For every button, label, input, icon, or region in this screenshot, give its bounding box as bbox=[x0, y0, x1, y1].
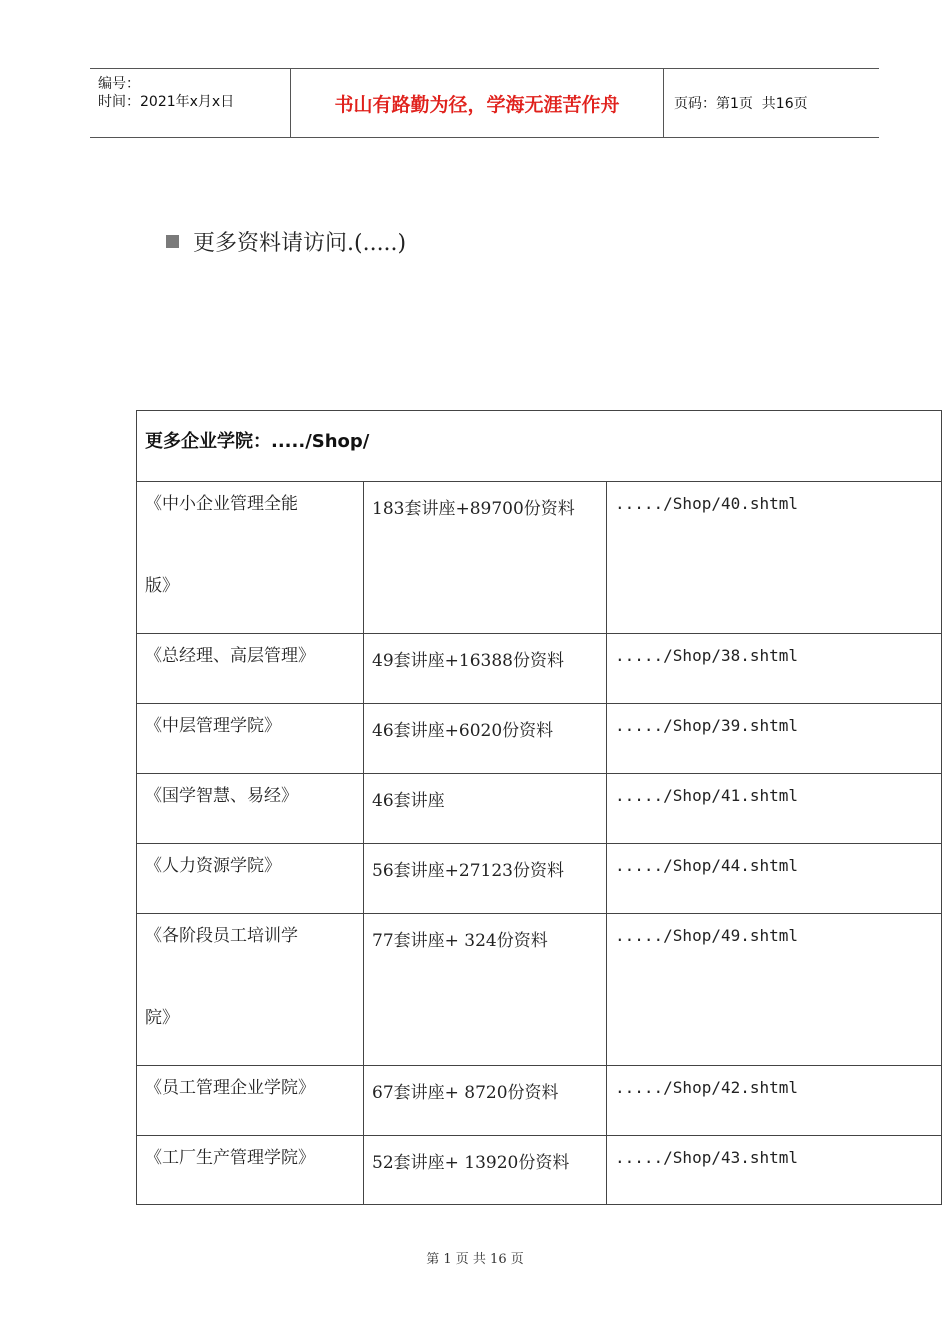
visit-text: 更多资料请访问.(.....) bbox=[193, 231, 407, 256]
row-title-cell bbox=[137, 482, 363, 634]
row-title-cell bbox=[137, 1136, 363, 1205]
row-desc: 77套讲座+ 324份资料 bbox=[363, 914, 606, 1066]
row-title-cont: 院》 bbox=[145, 1008, 179, 1029]
table-row bbox=[137, 633, 941, 704]
row-url[interactable]: ...../Shop/44.shtml bbox=[606, 844, 941, 914]
header-meta-cell bbox=[90, 69, 291, 137]
row-title: 《各阶段员工培训学 bbox=[145, 926, 298, 946]
table-row bbox=[137, 1065, 941, 1136]
row-title: 《总经理、高层管理》 bbox=[145, 646, 315, 666]
row-title-cell bbox=[137, 1066, 363, 1136]
row-url[interactable]: ...../Shop/39.shtml bbox=[606, 704, 941, 774]
course-table bbox=[136, 410, 942, 1205]
row-desc: 52套讲座+ 13920份资料 bbox=[363, 1136, 606, 1205]
number-label: 编号： bbox=[98, 76, 140, 92]
row-desc: 183套讲座+89700份资料 bbox=[363, 482, 606, 634]
document-header bbox=[90, 68, 879, 138]
row-url[interactable]: ...../Shop/40.shtml bbox=[606, 482, 941, 634]
table-row bbox=[137, 843, 941, 914]
visit-line bbox=[166, 226, 406, 257]
row-desc: 46套讲座 bbox=[363, 774, 606, 844]
table-row bbox=[137, 773, 941, 844]
page-label: 页码：第1页 共16页 bbox=[674, 96, 808, 112]
row-desc: 67套讲座+ 8720份资料 bbox=[363, 1066, 606, 1136]
row-title-cell bbox=[137, 634, 363, 704]
row-title: 《中层管理学院》 bbox=[145, 716, 281, 736]
row-desc: 56套讲座+27123份资料 bbox=[363, 844, 606, 914]
table-heading: 更多企业学院：...../Shop/ bbox=[145, 431, 370, 452]
row-title: 《工厂生产管理学院》 bbox=[145, 1148, 315, 1168]
page-footer: 第 1 页 共 16 页 bbox=[426, 1252, 524, 1267]
row-title-cell bbox=[137, 774, 363, 844]
row-url[interactable]: ...../Shop/43.shtml bbox=[606, 1136, 941, 1205]
table-row bbox=[137, 1135, 941, 1205]
row-url[interactable]: ...../Shop/49.shtml bbox=[606, 914, 941, 1066]
row-desc: 46套讲座+6020份资料 bbox=[363, 704, 606, 774]
row-title: 《中小企业管理全能 bbox=[145, 494, 298, 514]
table-row bbox=[137, 703, 941, 774]
table-row bbox=[137, 913, 941, 1066]
row-url[interactable]: ...../Shop/42.shtml bbox=[606, 1066, 941, 1136]
header-page-cell bbox=[674, 69, 808, 137]
row-url[interactable]: ...../Shop/41.shtml bbox=[606, 774, 941, 844]
time-label: 时间：2021年x月x日 bbox=[98, 94, 235, 110]
row-url[interactable]: ...../Shop/38.shtml bbox=[606, 634, 941, 704]
bullet-square-icon bbox=[166, 235, 179, 248]
row-title: 《员工管理企业学院》 bbox=[145, 1078, 315, 1098]
row-title-cell bbox=[137, 704, 363, 774]
row-title: 《人力资源学院》 bbox=[145, 856, 281, 876]
row-title: 《国学智慧、易经》 bbox=[145, 786, 298, 806]
row-title-cell bbox=[137, 844, 363, 914]
table-row bbox=[137, 481, 941, 634]
header-motto: 书山有路勤为径，学海无涯苦作舟 bbox=[291, 69, 664, 137]
row-title-cell bbox=[137, 914, 363, 1066]
row-title-cont: 版》 bbox=[145, 576, 179, 597]
row-desc: 49套讲座+16388份资料 bbox=[363, 634, 606, 704]
